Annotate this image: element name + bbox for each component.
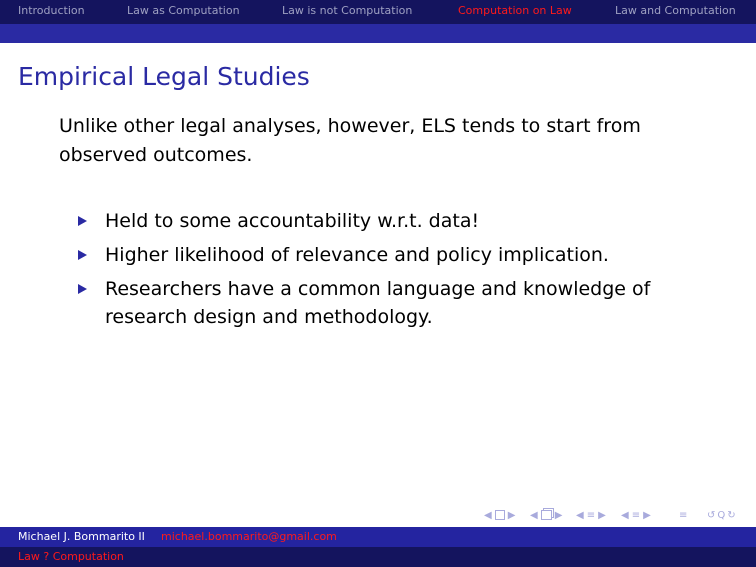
- footer-short-title: Law ? Computation: [18, 550, 124, 563]
- bullet-text: Researchers have a common language and knowledge of research design and methodology.: [105, 278, 651, 328]
- footer-email-link[interactable]: michael.bommarito@gmail.com: [161, 530, 337, 543]
- bullet-text: Held to some accountability w.r.t. data!: [105, 210, 480, 232]
- intro-paragraph: Unlike other legal analyses, however, ELS tends to start from observed outcomes.: [59, 115, 641, 166]
- bullet-item: [78, 241, 678, 269]
- section-navigation-bar: [0, 0, 756, 24]
- footer-title-bar: [0, 547, 756, 567]
- nav-item-law-as-computation[interactable]: Law as Computation: [127, 4, 240, 17]
- search-icon[interactable]: ≡: [679, 509, 688, 521]
- section-nav-icon[interactable]: ◀ ≡ ▶: [621, 509, 651, 521]
- bullet-list: [78, 207, 678, 337]
- zoom-icon[interactable]: ↺ Q ↻: [707, 509, 736, 521]
- subsection-bar: [0, 24, 756, 43]
- triangle-bullet-icon: [78, 250, 87, 260]
- frame-nav-icon[interactable]: ◀ ▶: [484, 509, 516, 521]
- nav-item-computation-on-law[interactable]: Computation on Law: [458, 4, 572, 17]
- footer-author: Michael J. Bommarito II: [18, 530, 145, 543]
- subsection-nav-icon[interactable]: ◀ ▶: [530, 509, 563, 521]
- bullet-item: [78, 275, 678, 331]
- nav-item-introduction[interactable]: Introduction: [18, 4, 85, 17]
- nav-item-law-is-not-computation[interactable]: Law is not Computation: [282, 4, 413, 17]
- bullet-item: [78, 207, 678, 235]
- bullet-text: Higher likelihood of relevance and policy implication.: [105, 244, 609, 266]
- nav-item-law-and-computation[interactable]: Law and Computation: [615, 4, 736, 17]
- triangle-bullet-icon: [78, 216, 87, 226]
- triangle-bullet-icon: [78, 284, 87, 294]
- section-nav-icon[interactable]: ◀ ≡ ▶: [576, 509, 606, 521]
- slide-title: Empirical Legal Studies: [18, 62, 310, 91]
- footer-author-bar: [0, 527, 756, 547]
